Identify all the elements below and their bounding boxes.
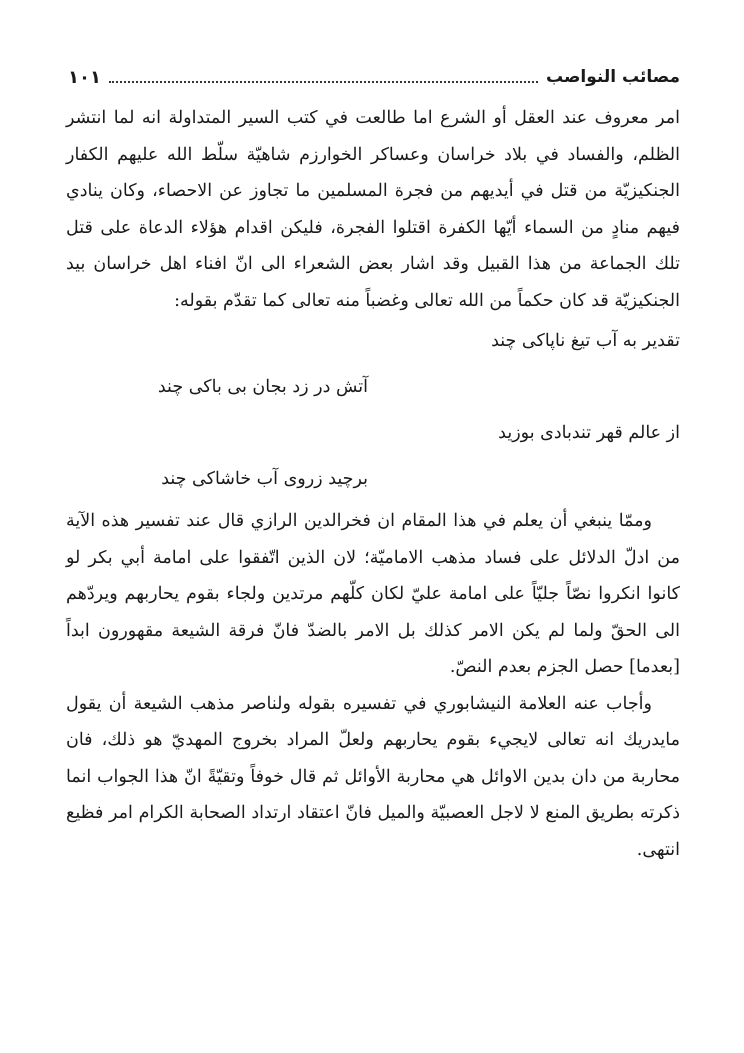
page-number: ١٠١ [68, 66, 101, 88]
page-header [68, 62, 680, 92]
running-title: مصائب النواصب [545, 67, 680, 87]
persian-poem [66, 319, 680, 503]
header-dot-leader [109, 81, 538, 83]
poem-verse-3: از عالم قهر تندبادى بوزيد [498, 423, 680, 443]
paragraph: وممّا ينبغي أن يعلم في هذا المقام ان فخرالدين الرازي قال عند تفسير هذه الآية من ادلّ الدلائل على فساد مذهب الاماميّة؛ لان الذين اتّفقوا على امامة أبي بكر لو كانوا انكروا نصّاً جليّاً على امامة عليّ لكان كلّهم مرتدين ولجاء بقوم يحاربهم ويردّهم الى الحقّ ولما لم يكن الامر كذلك بل الامر بالضدّ فانّ فرقة الشيعة مقهورون ابداً [بعدما] حصل الجزم بعدم النصّ. [66, 511, 680, 677]
body-text [66, 100, 680, 868]
poem-verse-2: آتش در زد بجان بى باكى چند [157, 377, 368, 397]
paragraph: وأجاب عنه العلامة النيشابوري في تفسيره بقوله ولناصر مذهب الشيعة أن يقول مايدريك انه تعالى لايجيء بقوم يحاربهم ولعلّ المراد بخروج المهديّ هو ذلك، فان محاربة من دان بدين الاوائل هي محاربة الأوائل ثم قال خوفاً وتقيّةً انّ هذا الجواب انما ذكرته بطريق المنع لا لاجل العصبيّة والميل فانّ اعتقاد ارتداد الصحابة الكرام امر فظيع انتهى. [66, 693, 680, 860]
poem-verse-4: برچيد زروى آب خاشاكى چند [161, 469, 368, 489]
paragraph: امر معروف عند العقل أو الشرع اما طالعت في كتب السير المتداولة انه لما انتشر الظلم، والفساد في بلاد خراسان وعساكر الخوارزم شاهيّة سلّط الله عليهم الكفار الجنكيزيّة من قتل في أيديهم من فجرة المسلمين ما تجاوز عن الاحصاء، وكان ينادي فيهم منادٍ من السماء أيّها الكفرة اقتلوا الفجرة، فليكن اقدام هؤلاء الدعاة على قتل تلك الجماعة من هذا القبيل وقد اشار بعض الشعراء الى انّ افناء اهل خراسان بيد الجنكيزيّة قد كان حكماً من الله تعالى وغضباً منه تعالى كما تقدّم بقوله: [66, 108, 680, 311]
poem-verse-1: تقدير به آب تيغ ناپاكى چند [491, 331, 680, 351]
